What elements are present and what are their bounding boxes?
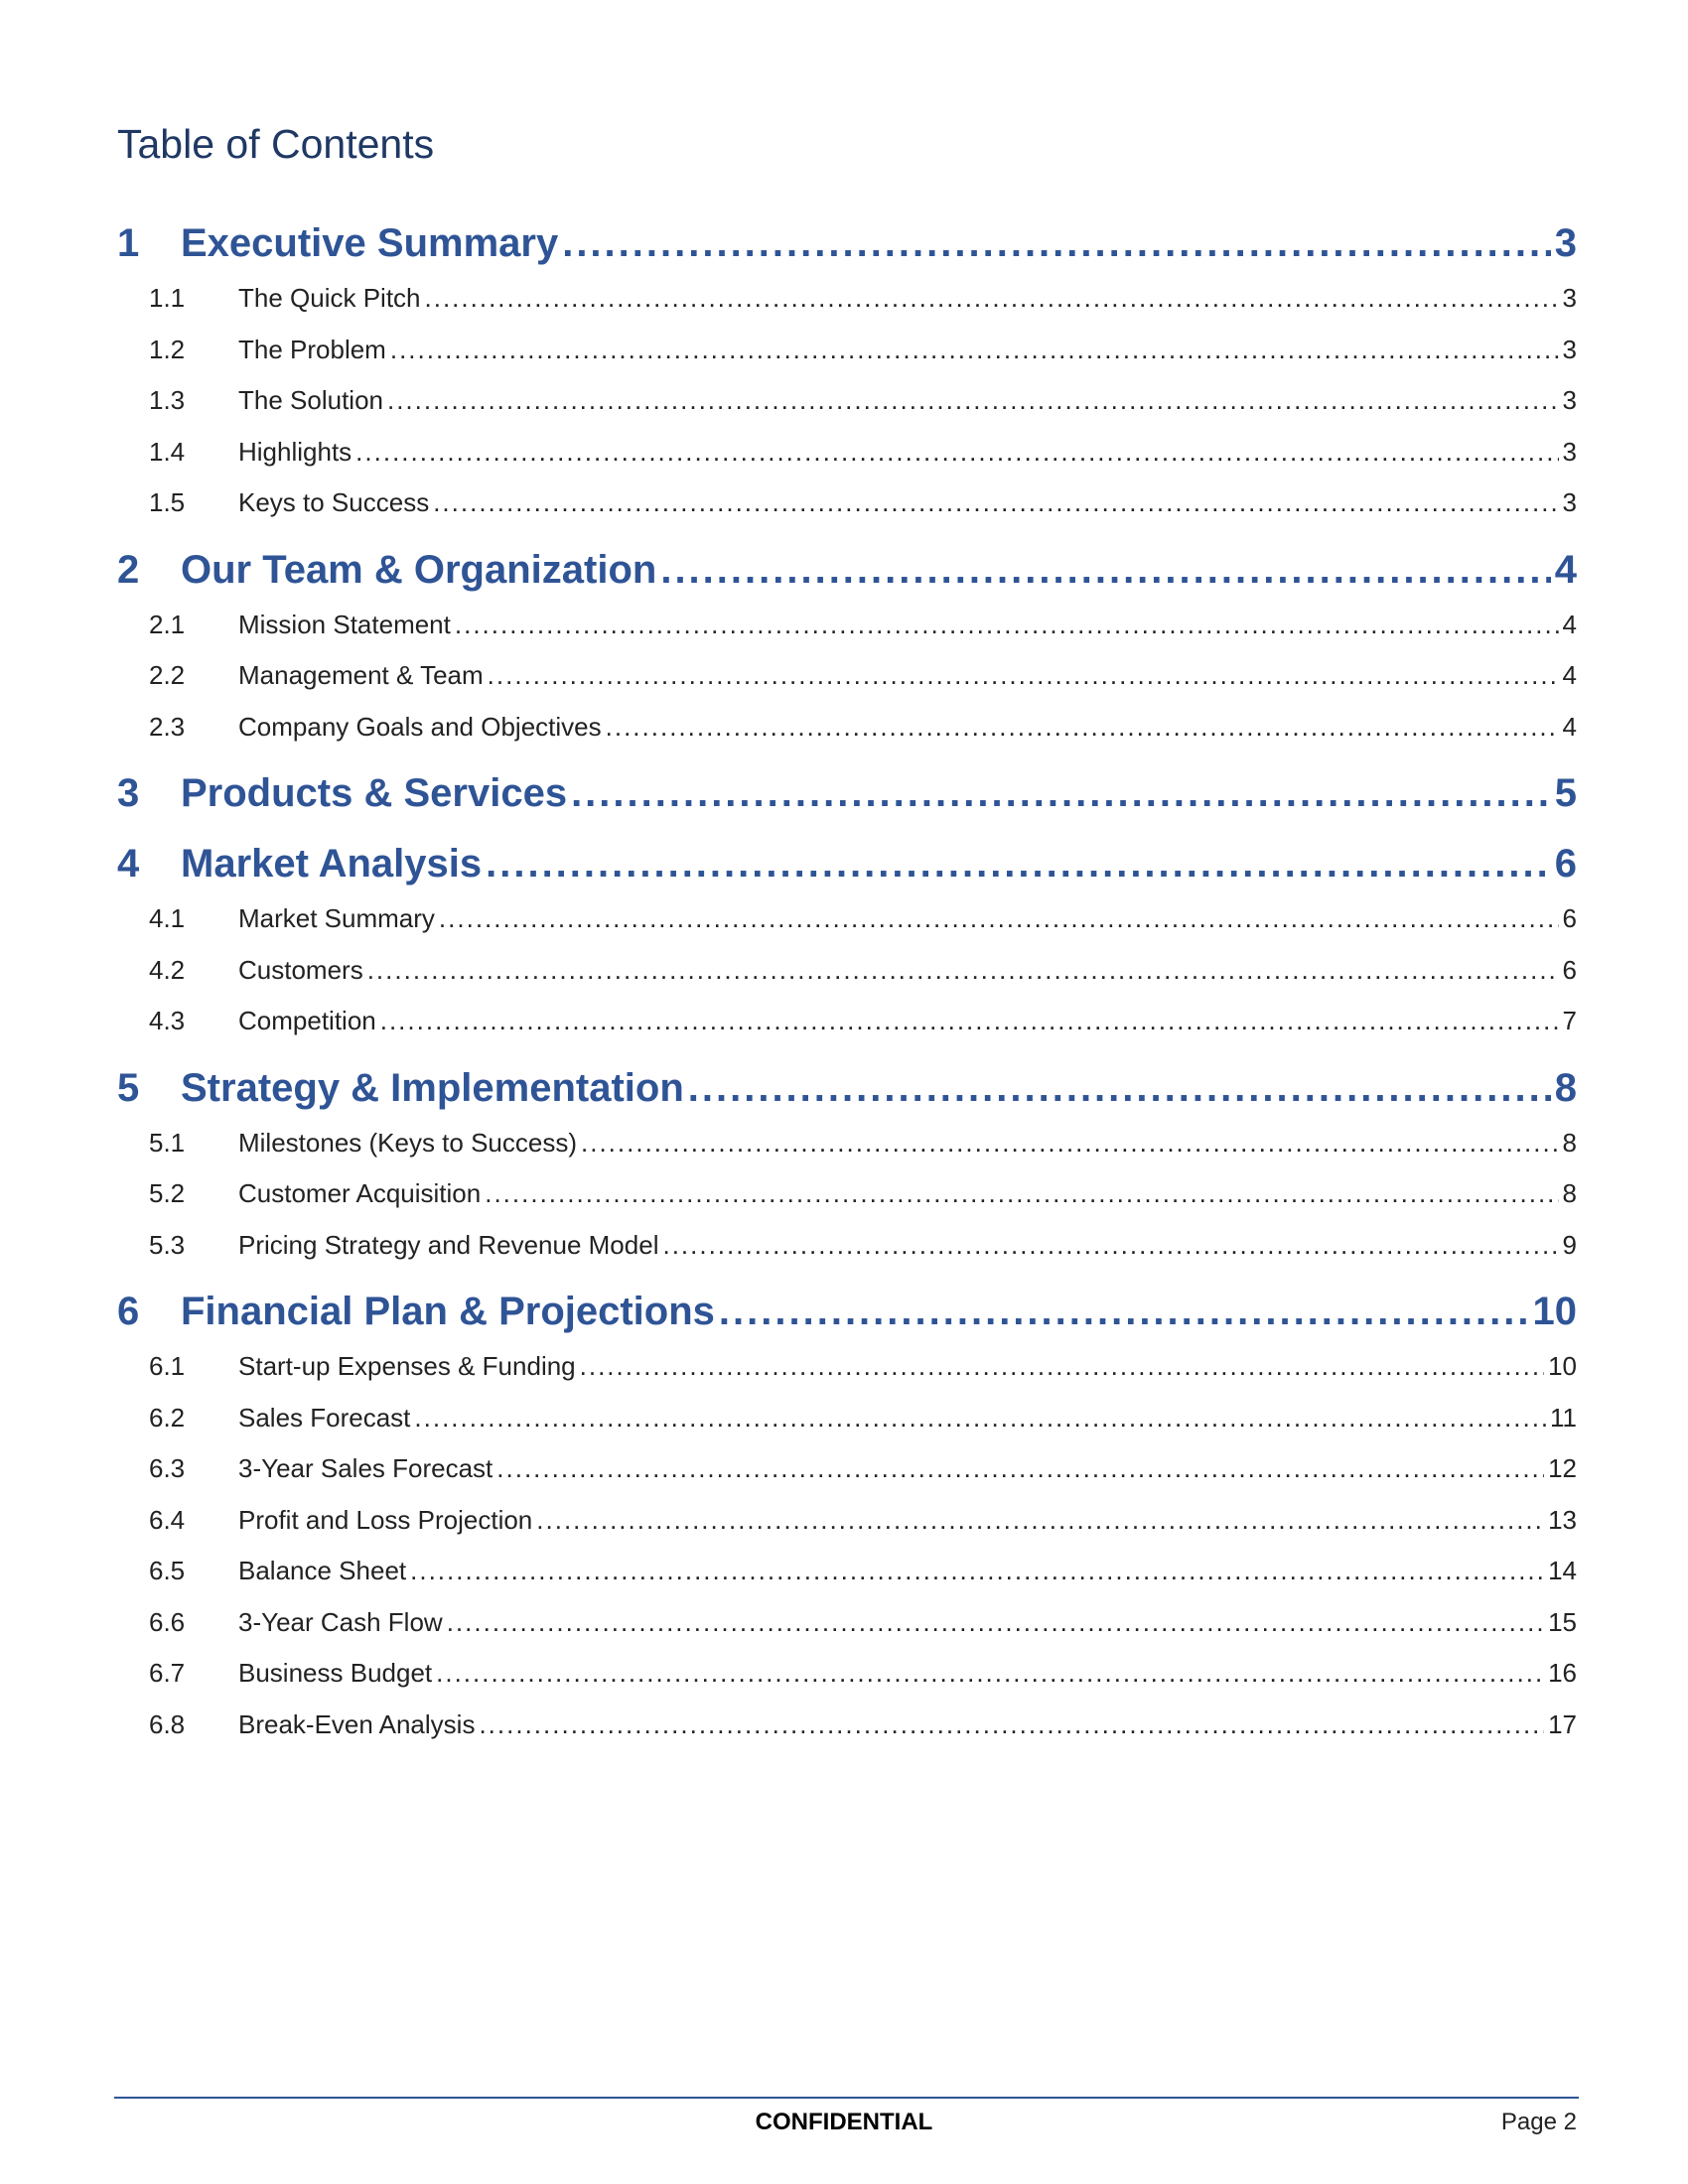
toc-subsection-entry[interactable]	[117, 1556, 1577, 1607]
toc-subsection-entry[interactable]	[117, 1178, 1577, 1230]
toc-subsection-page: 12	[1548, 1453, 1577, 1483]
toc-dot-leader	[447, 1607, 1544, 1638]
toc-subsection-title: Customer Acquisition	[238, 1178, 482, 1208]
toc-dot-leader	[387, 385, 1559, 416]
toc-subsection-entry[interactable]	[117, 1709, 1577, 1761]
toc-subsection-number: 4.1	[149, 903, 186, 933]
toc-dot-leader	[688, 1066, 1551, 1111]
toc-subsection-title: 3-Year Sales Forecast	[238, 1453, 493, 1483]
toc-subsection-number: 4.2	[149, 954, 186, 985]
toc-dot-leader	[606, 712, 1559, 743]
toc-subsection-page: 8	[1562, 1127, 1577, 1158]
toc-dot-leader	[355, 437, 1558, 468]
toc-subsection-entry[interactable]	[117, 903, 1577, 955]
toc-subsection-number: 6.6	[149, 1606, 186, 1637]
toc-subsection-page: 3	[1562, 385, 1577, 415]
toc-subsection-entry[interactable]	[117, 1403, 1577, 1454]
toc-dot-leader	[414, 1403, 1546, 1433]
toc-subsection-number: 5.1	[149, 1127, 186, 1158]
toc-section-number: 6	[117, 1290, 140, 1333]
toc-dot-leader	[367, 955, 1559, 986]
toc-subsection-entry[interactable]	[117, 1505, 1577, 1557]
toc-section-title: Market Analysis	[181, 842, 483, 886]
toc-subsection-number: 6.3	[149, 1453, 186, 1483]
toc-dot-leader	[562, 221, 1551, 266]
toc-subsection-page: 9	[1562, 1229, 1577, 1260]
toc-dot-leader	[479, 1709, 1544, 1740]
toc-dot-leader	[410, 1556, 1544, 1586]
toc-subsection-title: Keys to Success	[238, 487, 430, 517]
toc-section-page: 5	[1554, 771, 1577, 815]
footer-confidential: CONFIDENTIAL	[755, 2109, 933, 2135]
toc-dot-leader	[433, 487, 1558, 518]
toc-subsection-entry[interactable]	[117, 1128, 1577, 1179]
toc-dot-leader	[390, 335, 1559, 365]
toc-subsection-number: 6.4	[149, 1504, 186, 1535]
toc-subsection-page: 4	[1562, 660, 1577, 690]
toc-subsection-title: Competition	[238, 1006, 376, 1035]
toc-subsection-title: Sales Forecast	[238, 1402, 411, 1433]
toc-subsection-entry[interactable]	[117, 610, 1577, 661]
toc-dot-leader	[455, 610, 1559, 640]
toc-section-page: 10	[1532, 1290, 1577, 1333]
toc-section-entry[interactable]	[117, 1057, 1577, 1128]
toc-subsection-number: 2.3	[149, 711, 186, 742]
footer-page-number: Page 2	[1500, 2109, 1577, 2135]
toc-subsection-title: Highlights	[238, 436, 352, 467]
toc-dot-leader	[580, 1351, 1544, 1382]
toc-section-page: 3	[1554, 221, 1577, 265]
toc-section-title: Our Team & Organization	[181, 547, 657, 592]
toc-dot-leader	[571, 771, 1551, 816]
toc-subsection-title: Start-up Expenses & Funding	[238, 1351, 576, 1381]
toc-subsection-page: 6	[1562, 903, 1577, 933]
toc-subsection-entry[interactable]	[117, 283, 1577, 335]
toc-section-entry[interactable]	[117, 833, 1577, 903]
toc-section-number: 4	[117, 842, 140, 886]
toc-title: Table of Contents	[117, 121, 435, 167]
toc-dot-leader	[436, 1658, 1544, 1689]
toc-subsection-number: 6.7	[149, 1658, 186, 1688]
toc-subsection-page: 7	[1562, 1006, 1577, 1035]
toc-subsection-number: 6.8	[149, 1708, 186, 1739]
toc-subsection-page: 3	[1562, 283, 1577, 313]
toc-subsection-page: 15	[1548, 1606, 1577, 1637]
toc-section-title: Products & Services	[181, 771, 568, 815]
toc-subsection-entry[interactable]	[117, 1351, 1577, 1403]
toc-subsection-entry[interactable]	[117, 1230, 1577, 1282]
toc-subsection-page: 14	[1548, 1556, 1577, 1585]
toc-subsection-title: Company Goals and Objectives	[238, 711, 602, 742]
toc-subsection-entry[interactable]	[117, 1607, 1577, 1659]
toc-subsection-entry[interactable]	[117, 1658, 1577, 1709]
toc-subsection-entry[interactable]	[117, 660, 1577, 712]
toc-subsection-number: 2.1	[149, 609, 186, 639]
toc-subsection-title: Balance Sheet	[238, 1556, 407, 1585]
toc-dot-leader	[660, 548, 1550, 593]
toc-dot-leader	[485, 1178, 1558, 1209]
toc-dot-leader	[425, 283, 1559, 314]
toc-subsection-number: 1.1	[149, 283, 186, 313]
toc-section-page: 4	[1554, 547, 1577, 592]
toc-dot-leader	[486, 842, 1551, 887]
toc-section-entry[interactable]	[117, 1281, 1577, 1351]
toc-section-entry[interactable]	[117, 539, 1577, 610]
toc-subsection-number: 1.3	[149, 385, 186, 415]
toc-subsection-page: 4	[1562, 711, 1577, 742]
toc-subsection-number: 5.2	[149, 1178, 186, 1208]
toc-subsection-title: The Problem	[238, 334, 386, 364]
toc-subsection-title: Break-Even Analysis	[238, 1708, 476, 1739]
toc-subsection-title: Market Summary	[238, 903, 435, 933]
toc-subsection-title: Milestones (Keys to Success)	[238, 1127, 578, 1158]
toc-section-entry[interactable]	[117, 762, 1577, 833]
toc-subsection-entry[interactable]	[117, 385, 1577, 437]
toc-subsection-number: 1.2	[149, 334, 186, 364]
toc-subsection-number: 6.5	[149, 1556, 186, 1585]
toc-section-entry[interactable]	[117, 212, 1577, 283]
toc-subsection-page: 8	[1562, 1178, 1577, 1208]
toc-subsection-entry[interactable]	[117, 335, 1577, 386]
toc-subsection-number: 6.2	[149, 1402, 186, 1433]
toc-dot-leader	[536, 1505, 1544, 1536]
footer-divider	[114, 2097, 1579, 2099]
toc-subsection-page: 3	[1562, 436, 1577, 467]
toc-subsection-title: The Quick Pitch	[238, 283, 421, 313]
toc-subsection-page: 10	[1548, 1351, 1577, 1381]
toc-subsection-title: Pricing Strategy and Revenue Model	[238, 1229, 659, 1260]
toc-dot-leader	[488, 660, 1559, 691]
toc-subsection-page: 3	[1562, 334, 1577, 364]
toc-subsection-number: 6.1	[149, 1351, 186, 1381]
toc-section-title: Executive Summary	[181, 221, 559, 265]
toc-section-number: 2	[117, 547, 140, 592]
toc-subsection-number: 5.3	[149, 1229, 186, 1260]
toc-section-page: 6	[1554, 842, 1577, 886]
toc-dot-leader	[719, 1290, 1529, 1334]
toc-section-title: Strategy & Implementation	[181, 1065, 684, 1110]
toc-section-number: 3	[117, 771, 140, 815]
toc-dot-leader	[581, 1128, 1559, 1159]
toc-section-number: 1	[117, 221, 140, 265]
toc-subsection-entry[interactable]	[117, 1006, 1577, 1057]
toc-subsection-entry[interactable]	[117, 712, 1577, 763]
toc-subsection-entry[interactable]	[117, 1453, 1577, 1505]
toc-subsection-page: 17	[1548, 1708, 1577, 1739]
toc-subsection-title: Mission Statement	[238, 609, 451, 639]
toc-subsection-page: 16	[1548, 1658, 1577, 1688]
toc-subsection-entry[interactable]	[117, 955, 1577, 1007]
toc-dot-leader	[439, 903, 1559, 934]
toc-subsection-number: 4.3	[149, 1006, 186, 1035]
toc-subsection-page: 13	[1548, 1504, 1577, 1535]
toc-dot-leader	[662, 1230, 1558, 1261]
toc-section-number: 5	[117, 1065, 140, 1110]
toc-section-page: 8	[1554, 1065, 1577, 1110]
toc-subsection-page: 11	[1550, 1402, 1577, 1433]
toc-subsection-title: 3-Year Cash Flow	[238, 1606, 443, 1637]
toc-subsection-number: 2.2	[149, 660, 186, 690]
toc-subsection-page: 3	[1562, 487, 1577, 517]
toc-subsection-page: 6	[1562, 954, 1577, 985]
toc-subsection-entry[interactable]	[117, 487, 1577, 539]
toc-subsection-title: Profit and Loss Projection	[238, 1504, 533, 1535]
toc-subsection-title: Management & Team	[238, 660, 484, 690]
toc-subsection-title: The Solution	[238, 385, 383, 415]
toc-subsection-title: Customers	[238, 954, 363, 985]
toc-dot-leader	[496, 1453, 1544, 1484]
toc-subsection-title: Business Budget	[238, 1658, 433, 1688]
toc-section-title: Financial Plan & Projections	[181, 1290, 715, 1333]
toc-dot-leader	[380, 1006, 1559, 1036]
toc-subsection-number: 1.4	[149, 436, 186, 467]
toc-subsection-page: 4	[1562, 609, 1577, 639]
toc-subsection-number: 1.5	[149, 487, 186, 517]
toc-subsection-entry[interactable]	[117, 437, 1577, 488]
table-of-contents	[117, 212, 1577, 1760]
